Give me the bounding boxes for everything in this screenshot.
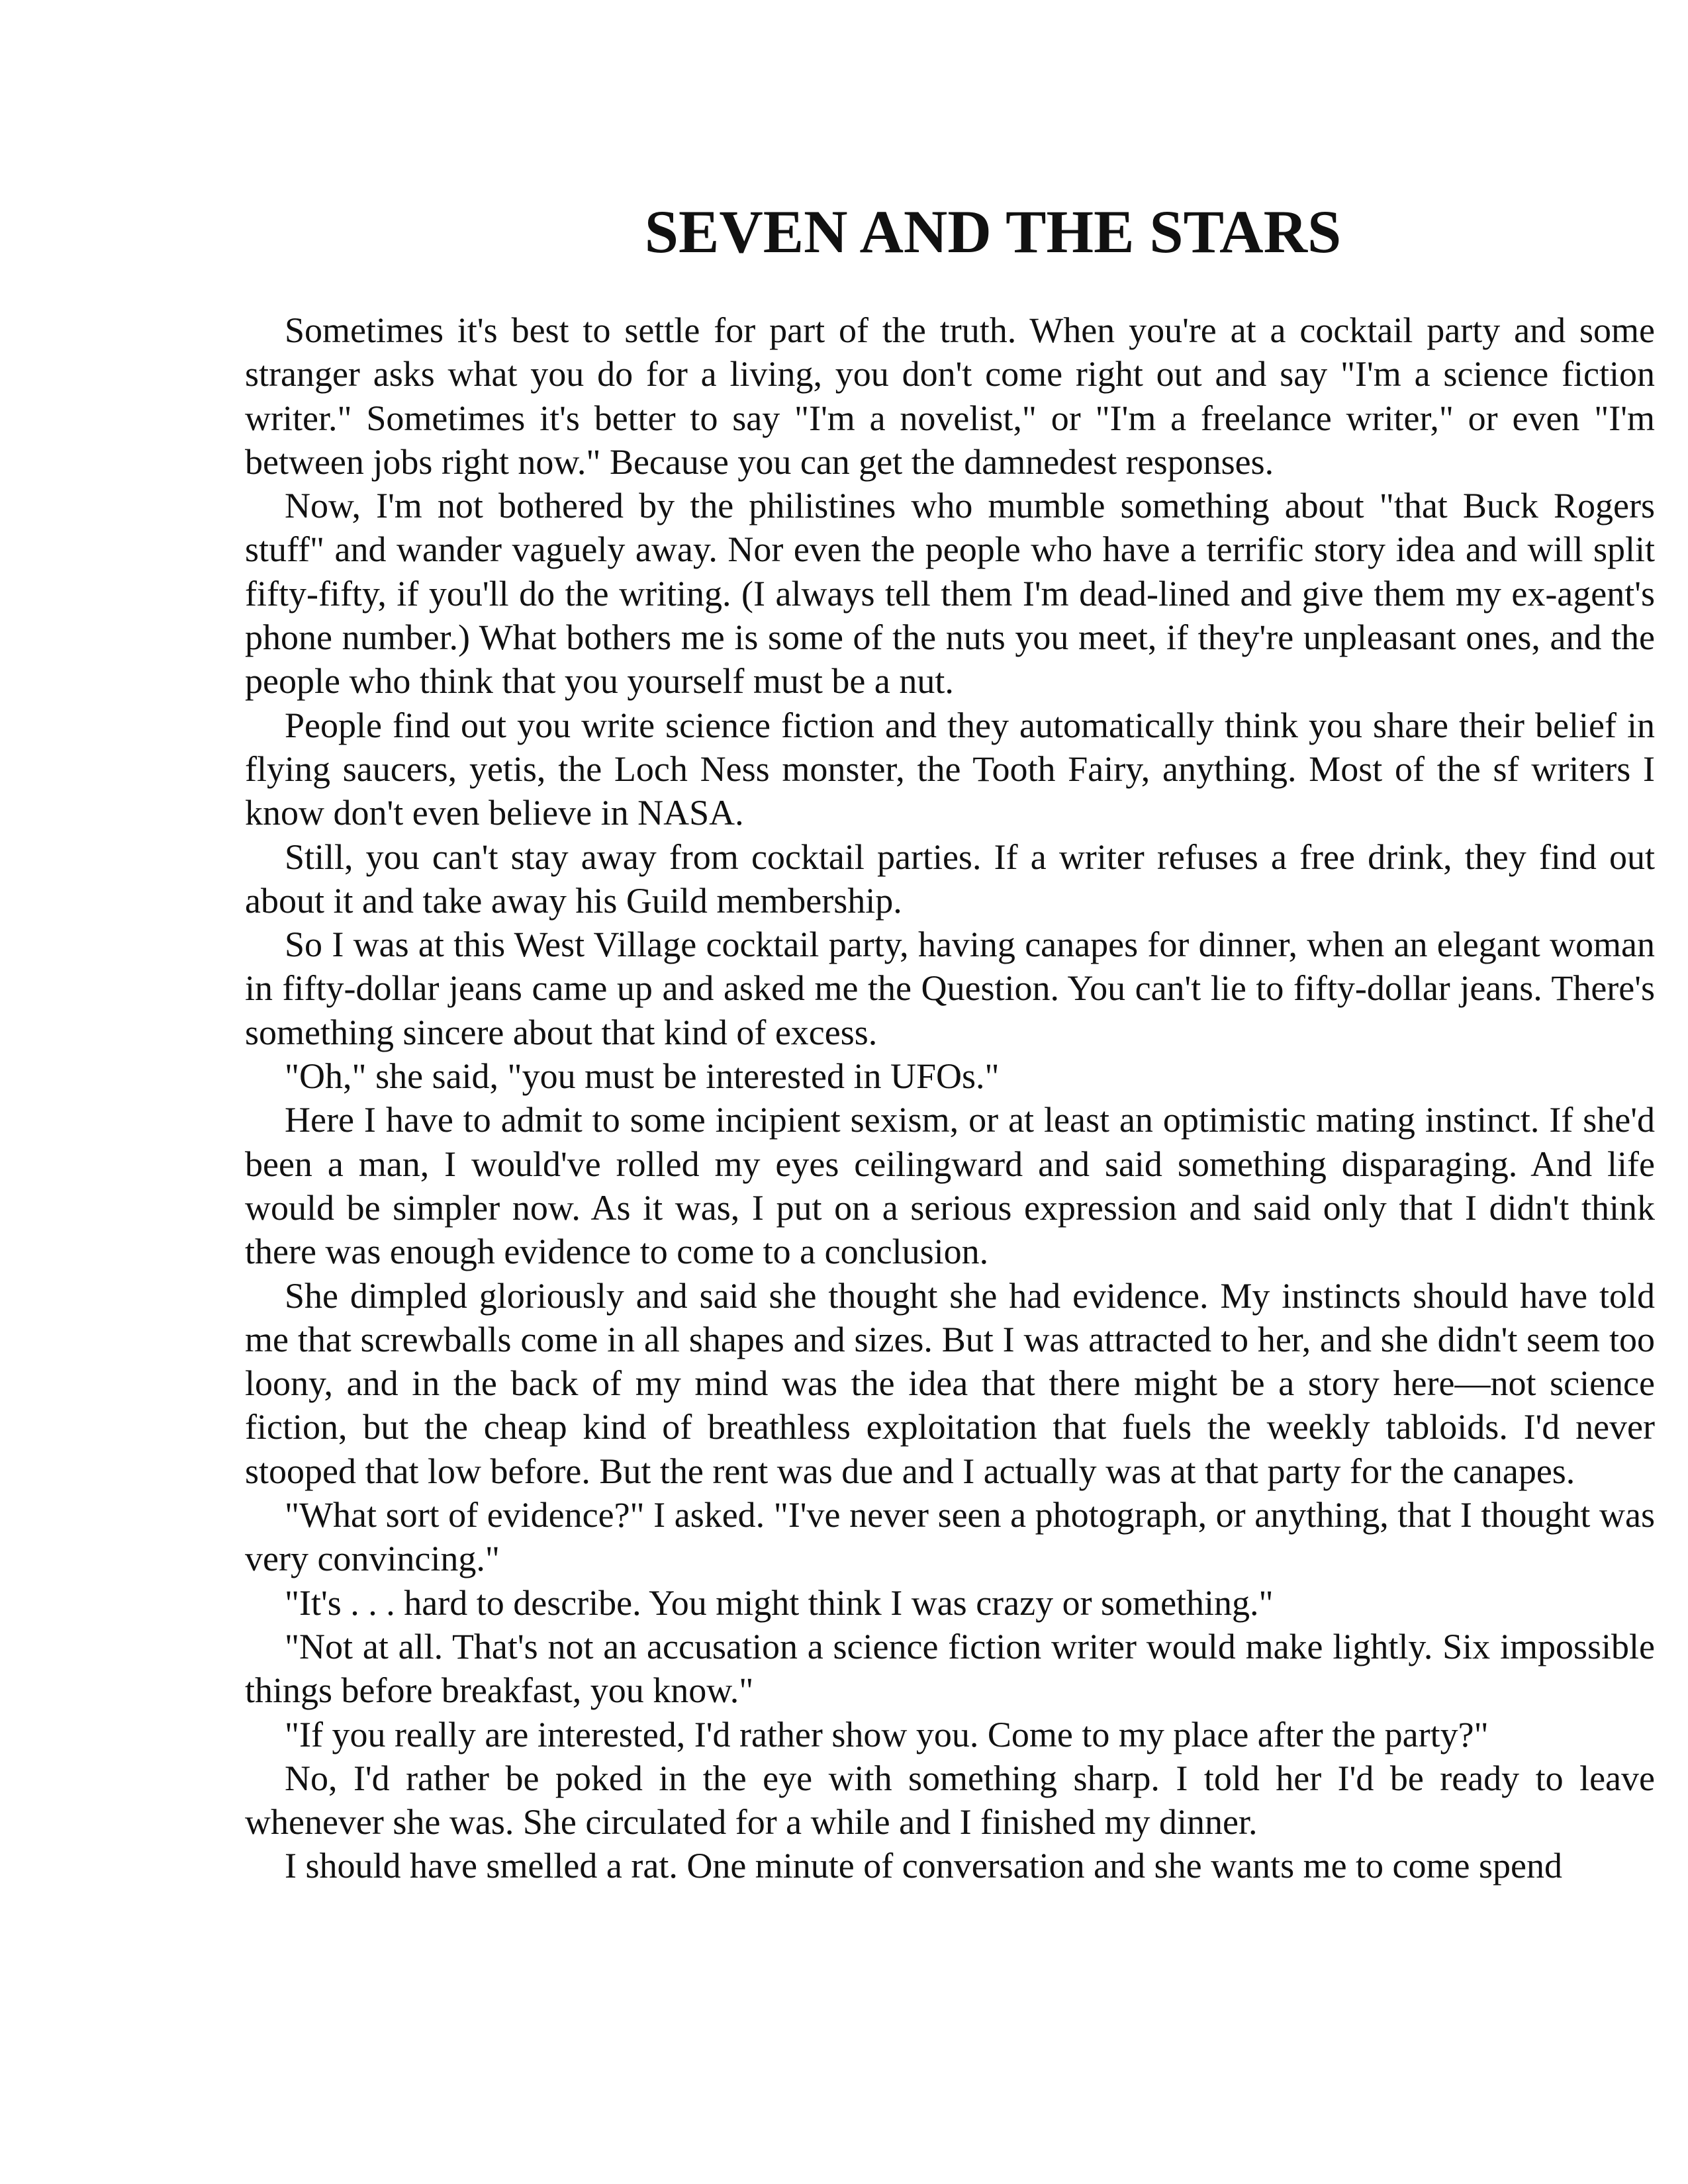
book-page (245, 192, 1655, 1888)
paragraph: "Not at all. That's not an accusation a science fiction writer would make lightly. Six impossible things before breakfast, you know." (245, 1626, 1655, 1711)
paragraph: Here I have to admit to some incipient sexism, or at least an optimistic mating instinct. If she'd been a man, I would've rolled my eyes ceilingward and said something disparaging. And life would be simpler now. As it was, I put on a serious expression and said only that I didn't think there was enough evidence to come to a conclusion. (245, 1100, 1655, 1272)
paragraph: No, I'd rather be poked in the eye with something sharp. I told her I'd be ready to leave whenever she was. She circulated for a while and I finished my dinner. (245, 1758, 1655, 1843)
paragraph: So I was at this West Village cocktail party, having canapes for dinner, when an elegant woman in fifty-dollar jeans came up and asked me the Question. You can't lie to fifty-dollar jeans. There's something sincere about that kind of excess. (245, 925, 1655, 1052)
paragraph: "If you really are interested, I'd rather show you. Come to my place after the party?" (285, 1714, 1489, 1754)
paragraph: She dimpled gloriously and said she thought she had evidence. My instincts should have told me that screwballs come in all shapes and sizes. But I was attracted to her, and she didn't seem too loony, and in the back of my mind was the idea that there might be a story here—not science fiction, but the cheap kind of breathless exploitation that fuels the weekly tabloids. I'd never stooped that low before. But the rent was due and I actually was at that party for the canapes. (245, 1275, 1655, 1491)
paragraph: "What sort of evidence?" I asked. "I've never seen a photograph, or anything, that I thought was very convincing." (245, 1495, 1655, 1579)
paragraph: Still, you can't stay away from cocktail parties. If a writer refuses a free drink, they find out about it and take away his Guild membership. (245, 837, 1655, 921)
chapter-body (245, 308, 1655, 1888)
paragraph-last-line: I should have smelled a rat. One minute of conversation and she wants me to come spend (285, 1846, 1562, 1886)
paragraph: "It's . . . hard to describe. You might think I was crazy or something." (285, 1582, 1274, 1623)
chapter-title: SEVEN AND THE STARS (644, 198, 1342, 265)
paragraph: Sometimes it's best to settle for part of the truth. When you're at a cocktail party and some stranger asks what you do for a living, you don't come right out and say "I'm a science fiction writer." Sometimes it's better to say "I'm a novelist," or "I'm a freelance writer," or even "I'm between jobs right now." Because you can get the damnedest responses. (245, 310, 1655, 482)
paragraph: "Oh," she said, "you must be interested in UFOs." (285, 1056, 1000, 1097)
paragraph: Now, I'm not bothered by the philistines who mumble something about "that Buck Rogers stuff" and wander vaguely away. Nor even the people who have a terrific story idea and will split fifty-fifty, if you'll do the writing. (I always tell them I'm dead-lined and give them my ex-agent's phone number.) What bothers me is some of the nuts you meet, if they're unpleasant ones, and the people who think that you yourself must be a nut. (245, 486, 1655, 702)
paragraph: People find out you write science fiction and they automatically think you share their belief in flying saucers, yetis, the Loch Ness monster, the Tooth Fairy, anything. Most of the sf writers I know don't even believe in NASA. (245, 705, 1655, 833)
